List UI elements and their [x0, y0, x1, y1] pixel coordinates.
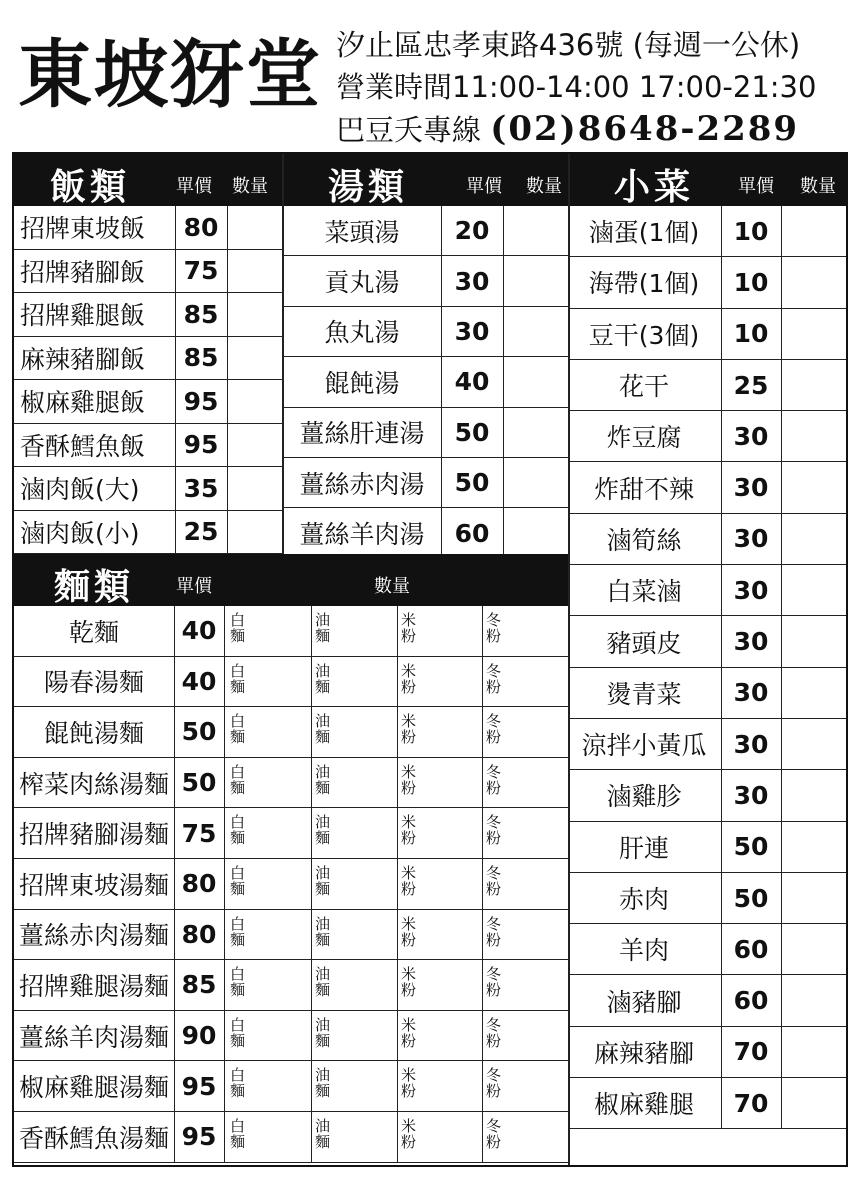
sides-quantity-cell[interactable] — [782, 309, 848, 359]
noodles-item-name: 陽春湯麵 — [43, 668, 144, 698]
rice-quantity-cell[interactable] — [228, 467, 282, 510]
sides-item-price: 10 — [733, 216, 769, 246]
soup-item-price: 60 — [454, 518, 490, 548]
sides-section-title: 小菜 — [614, 167, 695, 208]
rice-column-divider — [175, 206, 176, 554]
rice-item-name: 滷肉飯(大) — [20, 475, 140, 505]
noodle-option-label: 米粉 — [401, 762, 417, 797]
rice-menu-row — [14, 337, 282, 381]
business-hours: 營業時間11:00-14:00 17:00-21:30 — [336, 70, 817, 104]
rice-item-price: 95 — [183, 386, 219, 416]
noodles-item-name: 乾麵 — [68, 617, 119, 647]
rice-menu-row — [14, 511, 282, 555]
phone-line — [336, 108, 816, 150]
soup-section-title: 湯類 — [328, 167, 409, 208]
noodle-option-cell[interactable] — [311, 859, 395, 909]
noodle-option-label: 米粉 — [401, 611, 417, 645]
rice-quantity-cell[interactable] — [228, 380, 282, 423]
sides-quantity-cell[interactable] — [782, 411, 848, 461]
noodles-item-price: 90 — [181, 1021, 217, 1051]
noodle-option-label: 白麵 — [230, 611, 246, 645]
sides-item-name: 滷豬腳 — [606, 987, 682, 1017]
noodle-option-label: 米粉 — [401, 965, 417, 1000]
noodle-option-label: 油麵 — [315, 813, 331, 848]
noodle-option-label: 米粉 — [401, 864, 417, 898]
rice-menu-row — [14, 424, 282, 468]
noodle-option-label: 油麵 — [315, 1015, 331, 1050]
sides-item-name: 海帶(1個) — [588, 269, 700, 299]
sides-menu-row — [568, 463, 848, 514]
sides-quantity-cell[interactable] — [782, 976, 848, 1026]
rice-item-name: 滷肉飯(小) — [20, 518, 140, 548]
noodle-option-cell[interactable] — [226, 1112, 310, 1162]
rice-item-price: 80 — [183, 212, 219, 242]
address: 汐止區忠孝東路436號 (每週一公休) — [336, 28, 801, 62]
sides-item-price: 30 — [733, 524, 769, 554]
soup-menu-row — [284, 357, 568, 407]
noodle-option-label: 白麵 — [230, 1117, 246, 1151]
noodles-menu-row — [14, 859, 568, 910]
noodle-option-cell[interactable] — [397, 1112, 481, 1162]
sides-column-divider — [721, 206, 722, 1129]
noodle-option-cell[interactable] — [482, 960, 566, 1010]
sides-quantity-cell[interactable] — [782, 257, 848, 307]
soup-menu-row — [284, 458, 568, 508]
soup-quantity-cell[interactable] — [504, 408, 568, 457]
noodles-menu-row — [14, 1061, 568, 1112]
sides-item-name: 炸豆腐 — [606, 423, 682, 453]
noodles-item-price: 80 — [181, 919, 217, 949]
noodles-item-price: 95 — [181, 1071, 217, 1101]
noodle-option-cell[interactable] — [226, 808, 310, 858]
sides-menu-row — [568, 411, 848, 462]
rice-item-price: 35 — [183, 473, 219, 503]
rice-quantity-cell[interactable] — [228, 293, 282, 336]
noodles-item-price: 75 — [181, 818, 217, 848]
noodle-option-label: 冬粉 — [486, 1117, 502, 1151]
soup-quantity-cell[interactable] — [504, 206, 568, 255]
noodle-option-label: 油麵 — [315, 762, 331, 797]
rice-item-price: 95 — [183, 430, 219, 460]
sides-menu-row — [568, 565, 848, 616]
noodle-option-cell[interactable] — [226, 1061, 310, 1111]
noodle-option-label: 冬粉 — [486, 864, 502, 898]
sides-item-price: 60 — [733, 934, 769, 964]
noodle-option-cell[interactable] — [482, 606, 566, 656]
sides-menu-row — [568, 257, 848, 308]
noodle-option-label: 米粉 — [401, 1015, 417, 1050]
phone-number: (02)8648-2289 — [490, 109, 800, 149]
sides-menu-row — [568, 822, 848, 873]
noodle-option-cell[interactable] — [311, 1061, 395, 1111]
noodle-option-label: 冬粉 — [486, 661, 502, 696]
noodle-option-cell[interactable] — [482, 657, 566, 707]
noodle-option-cell[interactable] — [482, 808, 566, 858]
sides-quantity-cell[interactable] — [782, 770, 848, 820]
sides-item-price: 70 — [733, 1088, 769, 1118]
sides-quantity-cell[interactable] — [782, 1078, 848, 1128]
noodle-option-label: 冬粉 — [486, 914, 502, 949]
sides-item-price: 70 — [733, 1037, 769, 1067]
noodles-item-price: 95 — [181, 1122, 217, 1152]
noodle-option-label: 油麵 — [315, 965, 331, 1000]
noodle-option-cell[interactable] — [226, 758, 310, 808]
noodles-item-name: 餛飩湯麵 — [43, 718, 144, 748]
sides-menu-row — [568, 719, 848, 770]
noodles-qty-label: 數量 — [374, 576, 410, 597]
sides-item-name: 羊肉 — [618, 936, 669, 966]
sides-quantity-cell[interactable] — [782, 514, 848, 564]
sides-menu-row — [568, 976, 848, 1027]
soup-price-label: 單價 — [466, 176, 502, 197]
sides-menu-row — [568, 360, 848, 411]
noodle-option-cell[interactable] — [397, 910, 481, 960]
rice-section-title: 飯類 — [50, 167, 131, 208]
noodle-option-label: 米粉 — [401, 1066, 417, 1101]
soup-menu-row — [284, 206, 568, 256]
sides-item-price: 30 — [733, 473, 769, 503]
sides-menu-row — [568, 668, 848, 719]
noodle-option-label: 白麵 — [230, 965, 246, 1000]
noodle-option-label: 米粉 — [401, 661, 417, 696]
rice-quantity-cell[interactable] — [228, 206, 282, 249]
noodle-option-label: 油麵 — [315, 1066, 331, 1101]
sides-item-price: 30 — [733, 729, 769, 759]
soup-item-price: 20 — [454, 216, 490, 246]
noodles-price-label: 單價 — [176, 576, 212, 597]
soup-item-name: 貢丸湯 — [324, 268, 400, 298]
sides-item-price: 30 — [733, 627, 769, 657]
noodle-option-label: 白麵 — [230, 864, 246, 898]
sides-quantity-cell[interactable] — [782, 719, 848, 769]
rice-column-divider — [227, 206, 228, 554]
noodle-option-label: 白麵 — [230, 712, 246, 747]
noodle-option-cell[interactable] — [311, 808, 395, 858]
sides-item-name: 燙青菜 — [606, 679, 682, 709]
noodle-option-label: 油麵 — [315, 661, 331, 696]
sides-quantity-cell[interactable] — [782, 873, 848, 923]
sides-item-price: 30 — [733, 780, 769, 810]
noodles-column-divider — [397, 606, 398, 1163]
noodles-item-name: 招牌雞腿湯麵 — [18, 971, 169, 1001]
soup-section-header — [284, 154, 568, 206]
rice-menu-row — [14, 380, 282, 424]
noodle-option-cell[interactable] — [397, 808, 481, 858]
sides-item-price: 10 — [733, 319, 769, 349]
sides-section-header — [568, 154, 848, 206]
sides-item-name: 滷雞胗 — [606, 782, 682, 812]
noodles-menu-row — [14, 960, 568, 1011]
sides-item-name: 豆干(3個) — [588, 320, 700, 350]
noodles-section-header — [14, 554, 568, 606]
sides-item-name: 肝連 — [618, 833, 669, 863]
sides-item-name: 滷蛋(1個) — [588, 218, 700, 248]
soup-item-price: 40 — [454, 367, 490, 397]
noodle-option-cell[interactable] — [397, 859, 481, 909]
noodle-option-label: 白麵 — [230, 1015, 246, 1050]
noodles-item-price: 50 — [181, 768, 217, 798]
noodle-option-cell[interactable] — [482, 859, 566, 909]
soup-item-price: 50 — [454, 417, 490, 447]
noodles-item-name: 椒麻雞腿湯麵 — [18, 1073, 169, 1103]
noodles-section-title: 麵類 — [54, 567, 135, 608]
noodles-menu-row — [14, 707, 568, 758]
sides-item-name: 赤肉 — [618, 885, 669, 915]
shop-name: 東坡犽堂 — [18, 32, 322, 118]
soup-menu-row — [284, 256, 568, 306]
menu-table — [12, 152, 848, 1167]
sides-item-price: 25 — [733, 370, 769, 400]
noodle-option-cell[interactable] — [311, 657, 395, 707]
sides-item-price: 50 — [733, 832, 769, 862]
noodles-menu-row — [14, 606, 568, 657]
rice-qty-label: 數量 — [232, 176, 268, 197]
noodles-column-divider — [311, 606, 312, 1163]
rice-item-price: 85 — [183, 299, 219, 329]
sides-menu-row — [568, 1078, 848, 1129]
sides-item-name: 涼拌小黃瓜 — [581, 731, 707, 761]
sides-item-name: 白菜滷 — [606, 577, 682, 607]
noodles-item-name: 榨菜肉絲湯麵 — [18, 769, 169, 799]
noodle-option-cell[interactable] — [482, 1011, 566, 1061]
noodle-option-label: 冬粉 — [486, 611, 502, 645]
noodle-option-label: 油麵 — [315, 914, 331, 949]
rice-menu-row — [14, 293, 282, 337]
sides-item-name: 椒麻雞腿 — [593, 1090, 694, 1120]
noodle-option-label: 白麵 — [230, 813, 246, 848]
soup-item-name: 餛飩湯 — [324, 368, 400, 398]
noodle-option-cell[interactable] — [311, 758, 395, 808]
rice-item-price: 75 — [183, 256, 219, 286]
sides-menu-row — [568, 770, 848, 821]
rice-item-name: 招牌雞腿飯 — [20, 301, 146, 331]
noodles-column-divider — [224, 606, 225, 1163]
header — [0, 0, 861, 152]
noodle-option-label: 冬粉 — [486, 762, 502, 797]
rice-menu-row — [14, 250, 282, 294]
noodle-option-label: 冬粉 — [486, 1066, 502, 1101]
section-divider — [568, 154, 570, 1165]
shop-info — [336, 24, 816, 150]
noodle-option-label: 冬粉 — [486, 813, 502, 848]
noodle-option-label: 米粉 — [401, 914, 417, 949]
noodles-item-name: 香酥鱈魚湯麵 — [18, 1123, 169, 1153]
noodles-item-price: 80 — [181, 869, 217, 899]
noodle-option-cell[interactable] — [397, 606, 481, 656]
noodle-option-label: 米粉 — [401, 712, 417, 747]
phone-label: 巴豆夭專線 — [336, 113, 482, 147]
sides-quantity-cell[interactable] — [782, 616, 848, 666]
section-divider — [282, 154, 284, 554]
noodle-option-cell[interactable] — [482, 1061, 566, 1111]
noodle-option-cell[interactable] — [397, 758, 481, 808]
soup-item-price: 30 — [454, 316, 490, 346]
noodles-item-price: 40 — [181, 616, 217, 646]
sides-item-price: 30 — [733, 678, 769, 708]
rice-price-label: 單價 — [176, 176, 212, 197]
sides-column-divider — [781, 206, 782, 1129]
sides-menu-row — [568, 309, 848, 360]
sides-quantity-cell[interactable] — [782, 668, 848, 718]
noodles-item-name: 薑絲赤肉湯麵 — [18, 921, 169, 951]
sides-quantity-cell[interactable] — [782, 206, 848, 256]
sides-qty-label: 數量 — [800, 176, 836, 197]
sides-item-price: 60 — [733, 986, 769, 1016]
sides-item-name: 炸甜不辣 — [593, 474, 694, 504]
rice-item-name: 招牌豬腳飯 — [20, 257, 146, 287]
noodle-option-cell[interactable] — [311, 606, 395, 656]
noodle-option-label: 油麵 — [315, 864, 331, 898]
rice-quantity-cell[interactable] — [228, 424, 282, 467]
soup-quantity-cell[interactable] — [504, 307, 568, 356]
noodles-column-divider — [174, 606, 175, 1163]
soup-menu-row — [284, 408, 568, 458]
noodle-option-cell[interactable] — [482, 1112, 566, 1162]
sides-menu-row — [568, 924, 848, 975]
noodle-option-cell[interactable] — [311, 910, 395, 960]
sides-menu-row — [568, 616, 848, 667]
noodle-option-label: 油麵 — [315, 611, 331, 645]
noodle-option-cell[interactable] — [226, 859, 310, 909]
rice-menu-row — [14, 467, 282, 511]
sides-item-price: 30 — [733, 421, 769, 451]
noodle-option-cell[interactable] — [397, 1061, 481, 1111]
soup-item-name: 菜頭湯 — [324, 217, 400, 247]
sides-quantity-cell[interactable] — [782, 360, 848, 410]
rice-item-price: 25 — [183, 517, 219, 547]
soup-item-name: 薑絲羊肉湯 — [299, 520, 425, 550]
sides-quantity-cell[interactable] — [782, 822, 848, 872]
rice-quantity-cell[interactable] — [228, 511, 282, 554]
noodles-menu-row — [14, 910, 568, 961]
rice-item-name: 麻辣豬腳飯 — [20, 344, 146, 374]
soup-menu-row — [284, 307, 568, 357]
sides-menu-row — [568, 1027, 848, 1078]
noodle-option-label: 白麵 — [230, 762, 246, 797]
sides-item-name: 花干 — [618, 372, 669, 402]
sides-menu-row — [568, 873, 848, 924]
noodle-option-label: 冬粉 — [486, 1015, 502, 1050]
soup-item-name: 薑絲赤肉湯 — [299, 469, 425, 499]
noodles-item-price: 40 — [181, 666, 217, 696]
noodles-column-divider — [482, 606, 483, 1163]
noodle-option-label: 冬粉 — [486, 712, 502, 747]
sides-item-price: 10 — [733, 267, 769, 297]
noodle-option-cell[interactable] — [397, 657, 481, 707]
noodle-option-cell[interactable] — [226, 910, 310, 960]
noodles-menu-row — [14, 808, 568, 859]
soup-menu-row — [284, 508, 568, 558]
noodle-option-cell[interactable] — [482, 758, 566, 808]
noodle-option-cell[interactable] — [226, 606, 310, 656]
noodles-menu-row — [14, 657, 568, 708]
sides-item-price: 50 — [733, 883, 769, 913]
rice-item-price: 85 — [183, 343, 219, 373]
noodles-menu-row — [14, 1011, 568, 1062]
rice-menu-row — [14, 206, 282, 250]
sides-quantity-cell[interactable] — [782, 924, 848, 974]
noodle-option-cell[interactable] — [226, 1011, 310, 1061]
rice-quantity-cell[interactable] — [228, 337, 282, 380]
soup-item-price: 50 — [454, 468, 490, 498]
noodle-option-cell[interactable] — [311, 707, 395, 757]
sides-menu-row — [568, 514, 848, 565]
rice-section-header — [14, 154, 284, 206]
soup-quantity-cell[interactable] — [504, 357, 568, 406]
noodle-option-cell[interactable] — [482, 707, 566, 757]
sides-price-label: 單價 — [738, 176, 774, 197]
noodles-item-price: 50 — [181, 717, 217, 747]
noodle-option-cell[interactable] — [311, 960, 395, 1010]
noodle-option-cell[interactable] — [482, 910, 566, 960]
noodle-option-label: 冬粉 — [486, 965, 502, 1000]
noodle-option-cell[interactable] — [397, 707, 481, 757]
noodle-option-cell[interactable] — [397, 960, 481, 1010]
soup-qty-label: 數量 — [526, 176, 562, 197]
soup-quantity-cell[interactable] — [504, 256, 568, 305]
noodle-option-cell[interactable] — [226, 960, 310, 1010]
noodle-option-label: 白麵 — [230, 1066, 246, 1101]
rice-item-name: 椒麻雞腿飯 — [20, 388, 146, 418]
sides-menu-row — [568, 206, 848, 257]
noodles-item-price: 85 — [181, 970, 217, 1000]
noodle-option-label: 米粉 — [401, 813, 417, 848]
sides-quantity-cell[interactable] — [782, 1027, 848, 1077]
noodle-option-cell[interactable] — [226, 657, 310, 707]
soup-item-name: 薑絲肝連湯 — [299, 419, 425, 449]
soup-quantity-cell[interactable] — [504, 508, 568, 557]
sides-quantity-cell[interactable] — [782, 463, 848, 513]
noodle-option-label: 白麵 — [230, 914, 246, 949]
noodle-option-cell[interactable] — [226, 707, 310, 757]
noodle-option-label: 油麵 — [315, 712, 331, 747]
soup-column-divider — [441, 206, 442, 559]
rice-item-name: 招牌東坡飯 — [20, 214, 146, 244]
rice-quantity-cell[interactable] — [228, 250, 282, 293]
noodles-item-name: 招牌豬腳湯麵 — [18, 820, 169, 850]
sides-item-name: 豬頭皮 — [606, 628, 682, 658]
sides-item-price: 30 — [733, 575, 769, 605]
noodles-item-name: 薑絲羊肉湯麵 — [18, 1022, 169, 1052]
noodle-option-label: 油麵 — [315, 1117, 331, 1151]
noodle-option-cell[interactable] — [397, 1011, 481, 1061]
soup-quantity-cell[interactable] — [504, 458, 568, 507]
soup-item-name: 魚丸湯 — [324, 318, 400, 348]
noodle-option-cell[interactable] — [311, 1112, 395, 1162]
rice-item-name: 香酥鱈魚飯 — [20, 431, 146, 461]
sides-item-name: 麻辣豬腳 — [593, 1038, 694, 1068]
sides-quantity-cell[interactable] — [782, 565, 848, 615]
noodles-menu-row — [14, 1112, 568, 1163]
soup-item-price: 30 — [454, 266, 490, 296]
noodle-option-label: 白麵 — [230, 661, 246, 696]
noodles-item-name: 招牌東坡湯麵 — [18, 870, 169, 900]
sides-item-name: 滷筍絲 — [606, 525, 682, 555]
noodle-option-label: 米粉 — [401, 1117, 417, 1151]
noodles-menu-row — [14, 758, 568, 809]
soup-column-divider — [503, 206, 504, 559]
noodle-option-cell[interactable] — [311, 1011, 395, 1061]
